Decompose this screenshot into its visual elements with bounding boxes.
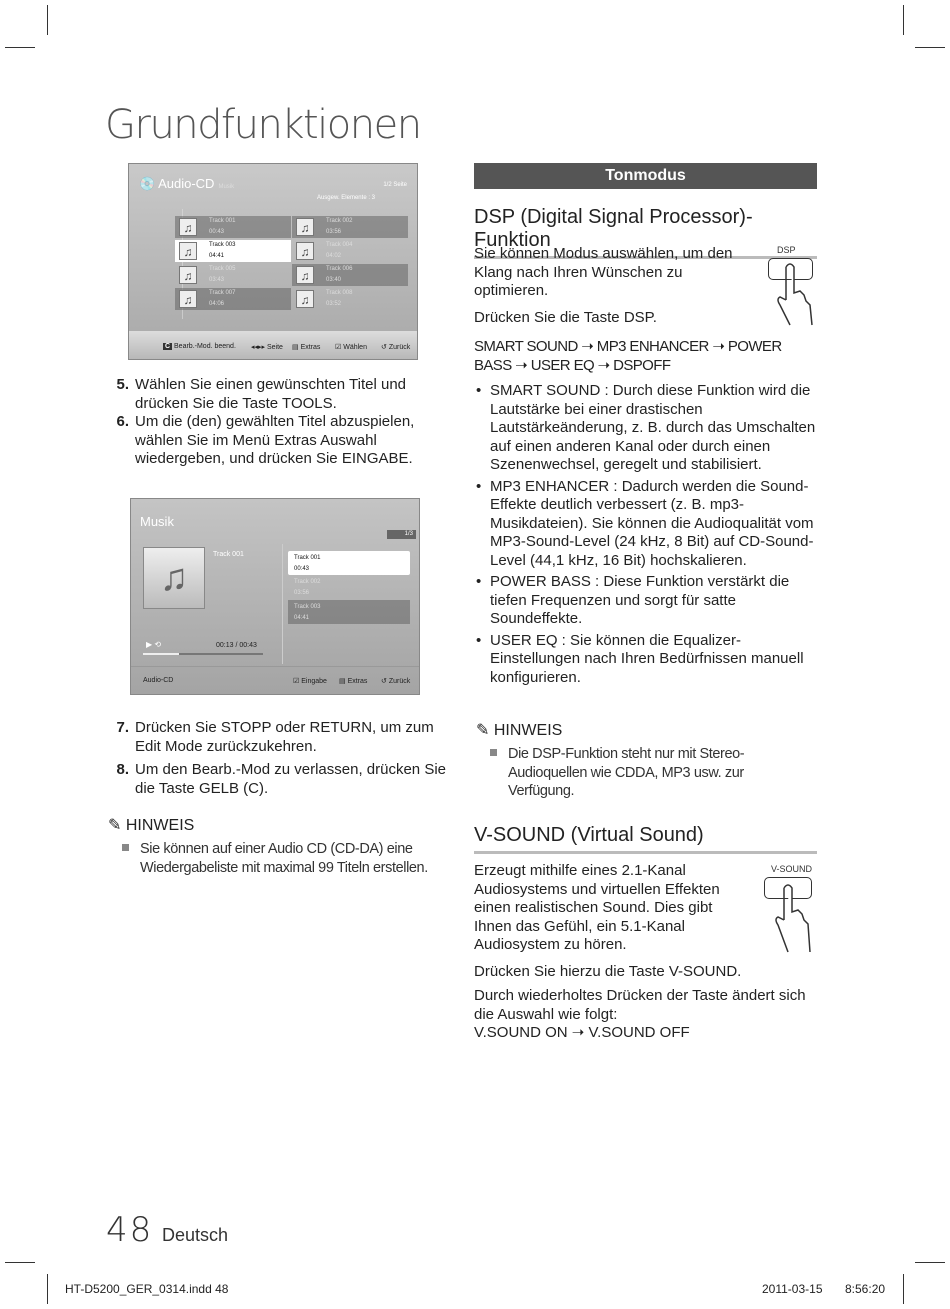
back-label: Zurück xyxy=(388,344,411,351)
step-text: oder xyxy=(271,719,310,736)
term: MP3 ENHANCER xyxy=(490,477,610,495)
note-heading xyxy=(476,720,562,740)
track-name: Track 001 xyxy=(209,218,236,224)
step-number: 5. xyxy=(116,376,129,393)
vsound-repeat-text: Durch wiederholtes Drücken der Taste ändert sich die Auswahl wie folgt: xyxy=(474,987,806,1023)
play-repeat-icons: ▶ ⟲ xyxy=(146,640,162,649)
print-date: 2011-03-15 xyxy=(762,1282,823,1296)
list-item xyxy=(474,382,819,475)
note-heading-text: HINWEIS xyxy=(125,817,195,834)
select-label: Wählen xyxy=(343,344,367,351)
step-7 xyxy=(105,719,450,756)
vsound-intro: Erzeugt mithilfe eines 2.1-Kanal Audiosystems und virtuellen Effekten einen realistischen Sound. Dies gibt Ihnen das Gefühl, ein 5.1-Kanal Audiosystem zu hören. xyxy=(474,862,720,953)
playlist-item[interactable] xyxy=(288,600,410,624)
screen-footer xyxy=(131,666,419,694)
step-text: , um zum xyxy=(372,719,434,736)
c-key-icon: C xyxy=(165,343,171,350)
pencil-icon: ✎ xyxy=(476,722,490,739)
note-text xyxy=(140,840,450,877)
track-time: 04:41 xyxy=(294,615,310,621)
key-name: STOPP xyxy=(220,719,272,736)
key-name: DSP xyxy=(623,309,653,326)
list-item xyxy=(474,573,819,629)
back-hint[interactable]: ↺ Zurück xyxy=(381,678,411,685)
edit-hint[interactable] xyxy=(163,343,236,350)
crop-mark xyxy=(5,1262,35,1263)
music-note-icon: ♫ xyxy=(179,218,197,236)
track-name: Track 003 xyxy=(294,604,321,610)
back-hint[interactable]: ↺ Zurück xyxy=(381,344,411,351)
track-time: 04:41 xyxy=(209,253,225,259)
key-name: EINGABE xyxy=(341,450,409,467)
track-time: 00:43 xyxy=(209,229,225,235)
track-item[interactable] xyxy=(175,264,291,286)
track-time: 03:56 xyxy=(326,229,342,235)
file-info: HT-D5200_GER_0314.indd 48 xyxy=(65,1282,229,1296)
sequence-line: SMART SOUND ➝ MP3 ENHANCER ➝ POWER xyxy=(474,338,782,355)
track-name: Track 007 xyxy=(209,290,236,296)
page-indicator: 1/3 xyxy=(387,530,416,539)
source-label: Audio-CD xyxy=(143,677,174,684)
track-time: 04:02 xyxy=(326,253,342,259)
extras-hint[interactable]: ▤ Extras xyxy=(292,344,321,351)
dsp-heading: DSP (Digital Signal Processor)-Funktion xyxy=(474,206,817,259)
crop-mark xyxy=(915,47,945,48)
step-text: Um den xyxy=(135,761,192,778)
crop-mark xyxy=(903,5,904,35)
steps-5-6 xyxy=(105,376,450,469)
screen-title: Audio-CD xyxy=(158,176,215,191)
selected-count: Ausgew. Elemente : 3 xyxy=(316,195,375,201)
key-name: Bearb.-Mod xyxy=(191,761,271,778)
step-5 xyxy=(105,376,450,413)
steps-7-8 xyxy=(105,719,450,798)
screen-header xyxy=(139,176,234,192)
step-8 xyxy=(105,761,450,798)
track-item[interactable] xyxy=(292,216,408,238)
track-item[interactable] xyxy=(292,240,408,262)
playlist-item-selected[interactable] xyxy=(288,551,410,575)
key-name: V-SOUND xyxy=(668,963,738,980)
square-bullet-icon xyxy=(122,844,129,851)
crop-mark xyxy=(903,1274,904,1304)
audio-cd-screen xyxy=(128,163,418,360)
section-bar: Tonmodus xyxy=(474,163,817,189)
track-name: Track 004 xyxy=(326,242,353,248)
track-time: 00:43 xyxy=(294,566,310,572)
back-label: Zurück xyxy=(388,678,411,685)
music-note-icon: ♫ xyxy=(296,290,314,308)
dsp-sequence xyxy=(474,338,819,375)
step-text: Wählen Sie einen gewünschten Titel und drücken Sie die Taste xyxy=(135,376,407,412)
note-body: Die DSP-Funktion steht nur mit Stereo-Audioquellen wie CDDA, MP3 usw. zur Verfügung. xyxy=(508,746,745,799)
language-label: Deutsch xyxy=(162,1225,229,1245)
select-hint[interactable]: ☑ Wählen xyxy=(335,344,367,351)
description: : Sie können die Equalizer-Einstellungen nach Ihren Bedürfnissen manuell konfigurieren. xyxy=(490,631,804,686)
page-label: Seite xyxy=(267,344,283,351)
text: Drücken Sie die Taste xyxy=(474,309,624,326)
playlist-item[interactable] xyxy=(288,575,410,599)
track-name: Track 001 xyxy=(294,555,321,561)
key-name: RETURN xyxy=(309,719,373,736)
music-note-icon: ♫ xyxy=(179,242,197,260)
vsound-button-illustration xyxy=(760,864,820,954)
text: . xyxy=(652,309,657,326)
step-text: Drücken Sie xyxy=(135,719,221,736)
music-note-icon: ♫ xyxy=(179,266,197,284)
track-item[interactable] xyxy=(175,216,291,238)
extras-hint[interactable]: ▤ Extras xyxy=(339,678,368,685)
vsound-heading: V-SOUND (Virtual Sound) xyxy=(474,824,817,854)
track-time: 03:52 xyxy=(326,301,342,307)
step-text: zu verlassen, drücken Sie die Taste xyxy=(135,761,446,797)
step-text: zurückzukehren. xyxy=(202,737,317,755)
term: SMART SOUND xyxy=(490,382,601,399)
dsp-mode-list xyxy=(474,382,819,690)
description: : Durch diese Funktion wird die Lautstärke bei einer drastischen Lautstärkeänderung, z. B. durch das Umschalten auf einen anderen Kanal oder durch einen Szenenwechsel, geregelt und stabilisiert. xyxy=(490,382,816,473)
crop-mark xyxy=(5,47,35,48)
screen-title: Musik xyxy=(140,514,174,529)
track-time: 03:40 xyxy=(326,277,342,283)
disc-icon: 💿 xyxy=(139,176,156,191)
progress-bar xyxy=(143,653,263,655)
list-item xyxy=(474,478,819,571)
step-text: . xyxy=(408,450,413,467)
edit-label: Bearb.-Mod. beend. xyxy=(174,343,236,350)
text: . xyxy=(737,963,742,980)
key-name: GELB (C) xyxy=(198,779,264,797)
square-bullet-icon xyxy=(490,749,497,756)
track-name: Track 005 xyxy=(209,266,236,272)
dsp-intro: Sie können Modus auswählen, um den Klang nach Ihren Wünschen zu optimieren. xyxy=(474,245,733,299)
track-name: Track 002 xyxy=(326,218,353,224)
vsound-press-instruction xyxy=(474,963,814,982)
track-name: Track 008 xyxy=(326,290,353,296)
music-note-icon: ♫ xyxy=(296,266,314,284)
key-name: Extras xyxy=(274,431,317,449)
screen-footer xyxy=(129,331,417,359)
step-text: . xyxy=(263,779,269,797)
step-number: 7. xyxy=(116,719,129,736)
current-track: Track 001 xyxy=(213,551,244,558)
track-item[interactable] xyxy=(175,288,291,310)
key-name: Edit Mode xyxy=(135,737,203,755)
music-note-icon: ♫ xyxy=(179,290,197,308)
page-info: 1/2 Seite xyxy=(383,182,407,188)
note-text xyxy=(508,745,808,801)
music-note-icon: ♫ xyxy=(296,218,314,236)
description: : Dadurch werden die Sound-Effekte deutlich verbessert (z. B. mp3-Musikdateien). Sie können die Audioqualität vom MP3-Sound-Level (24 kHz, 8 Bit) auf CD-Sound-Level (44,1 kHz, 16 Bit) hochskalieren. xyxy=(490,477,814,569)
sequence-line: BASS ➝ USER EQ ➝ DSPOFF xyxy=(474,356,671,374)
step-text: Um die (den) gewählten Titel abzuspielen, wählen Sie im Menü xyxy=(135,413,415,449)
divider xyxy=(282,544,283,664)
vsound-sequence: V.SOUND ON ➝ V.SOUND OFF xyxy=(474,1024,690,1041)
page-number: 48 xyxy=(106,1210,154,1250)
crop-mark xyxy=(47,5,48,35)
crop-mark xyxy=(915,1262,945,1263)
playback-time: 00:13 / 00:43 xyxy=(216,642,257,649)
list-item xyxy=(474,632,819,688)
extras-label: Extras xyxy=(300,344,321,351)
term: USER EQ xyxy=(490,631,558,649)
music-player-screen xyxy=(130,498,420,695)
track-time: 03:43 xyxy=(209,277,225,283)
note-body: Sie können auf einer Audio CD (CD-DA) eine Wiedergabeliste mit maximal 99 Titeln erstellen. xyxy=(140,841,428,876)
screen-subtitle: Musik xyxy=(218,184,235,190)
step-number: 8. xyxy=(116,761,129,778)
track-name: Track 002 xyxy=(294,579,321,585)
enter-hint[interactable]: ☑ Eingabe xyxy=(293,678,327,685)
term: POWER BASS xyxy=(490,573,591,590)
step-6 xyxy=(105,413,450,469)
album-art-icon: ♫ xyxy=(143,547,205,609)
enter-label: Eingabe xyxy=(301,678,327,685)
extras-label: Extras xyxy=(347,678,368,685)
step-text: . xyxy=(332,394,337,412)
track-name: Track 003 xyxy=(209,242,236,248)
note-heading xyxy=(108,815,194,835)
finger-press-icon xyxy=(760,864,820,954)
dsp-press-instruction xyxy=(474,309,814,328)
track-item[interactable] xyxy=(292,288,408,310)
step-number: 6. xyxy=(116,413,129,430)
music-note-icon: ♫ xyxy=(296,242,314,260)
note-heading-text: HINWEIS xyxy=(493,722,563,739)
crop-mark xyxy=(47,1274,48,1304)
dsp-button-label: DSP xyxy=(777,245,796,255)
description: : Diese Funktion verstärkt die tiefen Frequenzen und sorgt für satte Soundeffekte. xyxy=(490,573,790,627)
vsound-button-label: V-SOUND xyxy=(771,864,813,874)
track-time: 03:56 xyxy=(294,590,310,596)
key-name: TOOLS xyxy=(282,394,333,412)
track-time: 04:06 xyxy=(209,301,225,307)
text: Drücken Sie hierzu die Taste xyxy=(474,963,669,980)
step-text: Auswahl wiedergeben, und drücken Sie xyxy=(135,431,377,467)
track-item[interactable] xyxy=(292,264,408,286)
track-name: Track 006 xyxy=(326,266,353,272)
page-title: Grundfunktionen xyxy=(105,102,421,148)
print-time: 8:56:20 xyxy=(845,1282,886,1296)
track-item-selected[interactable] xyxy=(175,240,291,262)
pencil-icon: ✎ xyxy=(108,817,122,834)
page-hint[interactable]: ◂◂▸▸ Seite xyxy=(251,344,283,351)
